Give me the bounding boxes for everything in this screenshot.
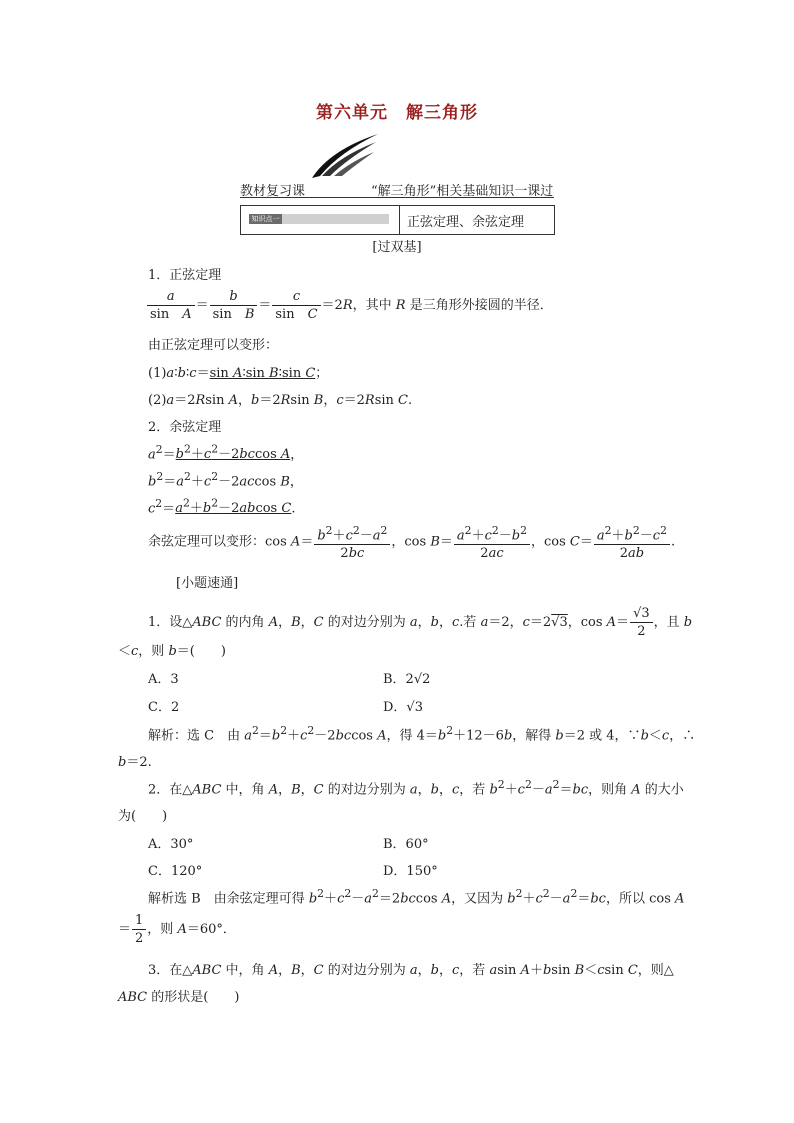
cosine-law-c: $c^2=a^2+b^2-2abcos$ C. — [148, 497, 296, 517]
question-2-analysis-line-2: ＝ $\frac{1}{2}$ ，则 A＝60°． — [118, 913, 236, 946]
question-2-line-1: 2．在△ABC 中，角 A，B，C 的对边分别为 a，b，c，若 $b^2+c^2-a^2=bc$，则角 A 的大小 — [148, 778, 684, 798]
header-right: “解三角形”相关基础知识一课过 — [371, 184, 554, 199]
sine-law-transform-2: (2)a＝2Rsin A，b＝2Rsin B，c＝2Rsin C. — [148, 393, 413, 408]
heading-cosine-law: 2．余弦定理 — [148, 420, 222, 435]
question-3-line-2: ABC 的形状是( ) — [118, 990, 240, 1005]
question-2-option-c: C．120° — [148, 864, 203, 879]
sine-law-transform-intro: 由正弦定理可以变形： — [148, 338, 279, 353]
question-1-analysis-line-2: b＝2. — [118, 755, 152, 770]
section-tag: 知识点一 — [249, 214, 282, 224]
question-1-analysis-line-1: 解析：选 C 由 $a^2=b^2+c^2-2bccos$ A，得 $4=b^2+12-6b$，解得 b＝2 或 4，∵b＜c，∴ — [148, 724, 696, 744]
section-box — [240, 205, 555, 235]
question-1-option-d: D．√3 — [383, 700, 423, 715]
question-1-option-c: C．2 — [148, 700, 180, 715]
question-3-line-1: 3．在△ABC 中，角 A，B，C 的对边分别为 a，b，c，若 asin A＋bsin B＜csin C，则△ — [148, 963, 674, 978]
sine-law-transform-1: (1)a∶b∶c＝sin A∶sin B∶sin C； — [148, 366, 329, 381]
sine-law-formula: $\frac{a}{\text{sin A}}$ ＝ $\frac{b}{\text{sin B}}$ ＝ $\frac{c}{\text{sin C}}$ ＝2R，其中 R 是三角形外接圆的半径． — [146, 288, 553, 323]
question-2-line-2: 为( ) — [118, 809, 168, 824]
question-2-option-b: B．60° — [383, 837, 429, 852]
cosine-law-a: $a^2=b^2+c^2-2bccos$ A， — [148, 443, 304, 463]
sub-label-xiaotisutong: [小题速通] — [176, 576, 239, 591]
sub-label-guoshuangji: [过双基] — [372, 240, 422, 255]
question-2-option-a: A．30° — [148, 837, 194, 852]
header-left: 教材复习课 — [240, 184, 306, 199]
header-rule — [240, 197, 554, 198]
section-tag-cell — [241, 206, 400, 234]
question-2-analysis-line-1: 解析选 B 由余弦定理可得 $b^2+c^2-a^2=2bccos$ A，又因为 $b^2+c^2-a^2=bc$，所以 cos A — [148, 887, 685, 907]
brush-stroke-decoration — [310, 130, 380, 180]
page-title: 第六单元 解三角形 — [316, 103, 478, 123]
question-1-line-2: ＜c，则 b＝( ) — [118, 644, 226, 659]
question-1-option-b: B．2√2 — [383, 672, 431, 687]
question-1-line-1: 1．设△ABC 的内角 A，B，C 的对边分别为 a，b，c.若 a＝2，c＝2√3，cos A＝ $\frac{√3}{2}$ ，且 b — [148, 606, 693, 639]
cosine-law-b: $b^2=a^2+c^2-2accos$ B， — [148, 470, 303, 490]
question-1-option-a: A．3 — [148, 672, 179, 687]
question-2-option-d: D．150° — [383, 864, 438, 879]
heading-sine-law: 1．正弦定理 — [148, 268, 222, 283]
section-label: 正弦定理、余弦定理 — [407, 215, 525, 230]
cosine-law-transform: 余弦定理可以变形：cos A＝ $\frac{b^2+c^2-a^2}{2bc}$ ，cos B＝ $\frac{a^2+c^2-b^2}{2ac}$ ，cos C＝ $\frac{a^2+b^2-c^2}{2ab}$ . — [148, 524, 676, 562]
